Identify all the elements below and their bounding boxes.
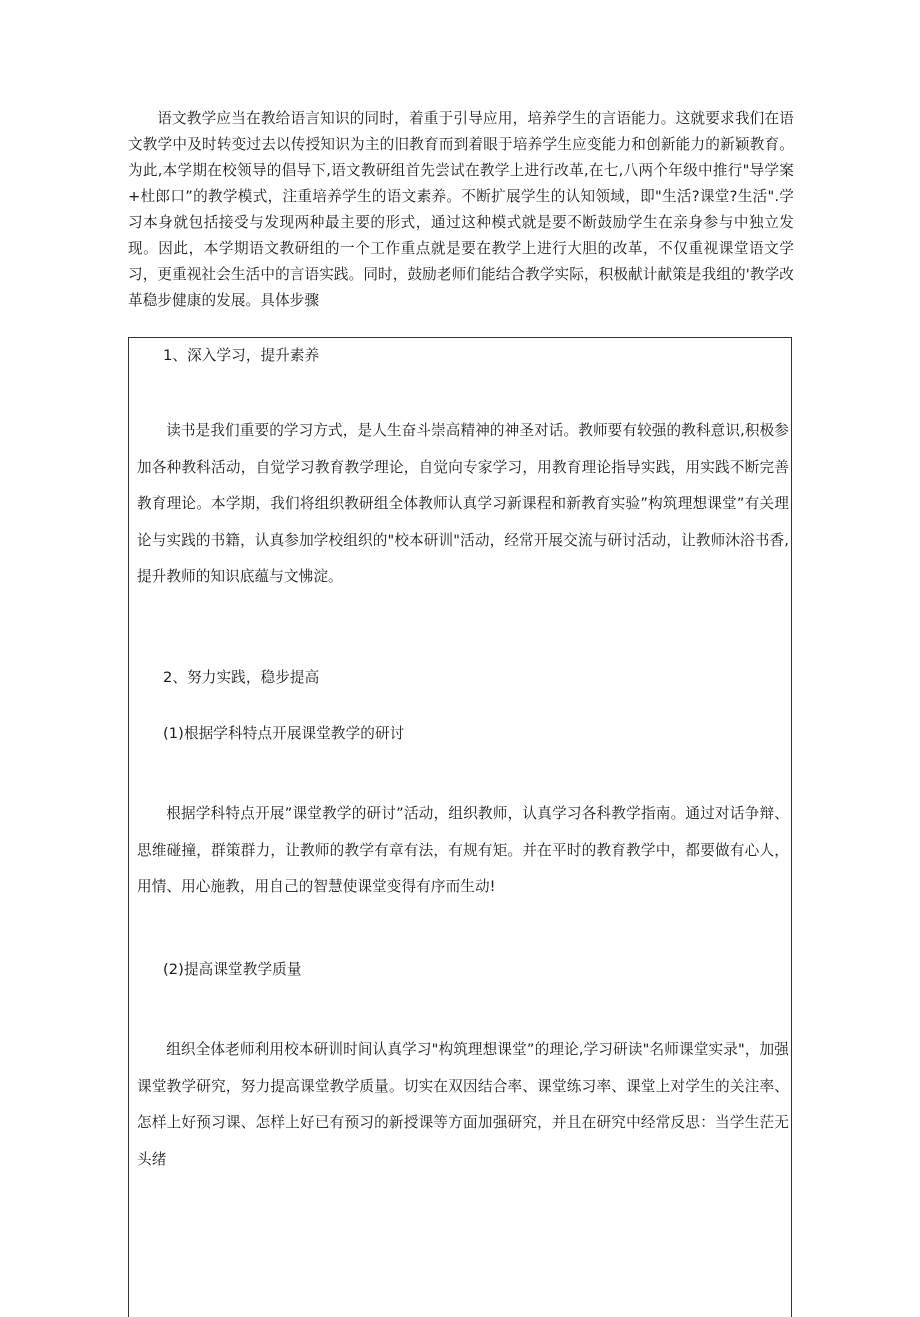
content-box	[128, 337, 792, 1317]
section-2-2-heading: (2)提高课堂教学质量	[163, 961, 302, 978]
section-2-1-heading: (1)根据学科特点开展课堂教学的研讨	[163, 725, 405, 742]
section-1-paragraph: 读书是我们重要的学习方式，是人生奋斗崇高精神的神圣对话。教师要有较强的教科意识,积极参加各种教科活动，自觉学习教育教学理论，自觉向专家学习，用教育理论指导实践，用实践不断完善教育理论。本学期，我们将组织教研组全体教师认真学习新课程和新教育实验”构筑理想课堂”有关理论与实践的书籍，认真参加学校组织的"校本研训"活动，经常开展交流与研讨活动，让教师沐浴书香,提升教师的知识底蕴与文怫淀。	[137, 422, 789, 585]
section-2-heading: 2、努力实践，稳步提高	[163, 669, 320, 686]
section-2-2-paragraph: 组织全体老师利用校本研训时间认真学习"构筑理想课堂”的理论,学习研读"名师课堂实录"，加强课堂教学研究，努力提高课堂教学质量。切实在双因结合率、课堂练习率、课堂上对学生的关注率、怎样上好预习课、怎样上好已有预习的新授课等方面加强研究，并且在研究中经常反思：当学生茫无头绪	[137, 1041, 789, 1168]
section-2-1-paragraph: 根据学科特点开展”课堂教学的研讨”活动，组织教师，认真学习各科教学指南。通过对话争辩、思维碰撞，群策群力，让教师的教学有章有法，有规有矩。并在平时的教育教学中，都要做有心人，用情、用心施教，用自己的智慧使课堂变得有序而生动!	[137, 805, 789, 895]
intro-paragraph: 语文教学应当在教给语言知识的同时，着重于引导应用，培养学生的言语能力。这就要求我们在语文教学中及时转变过去以传授知识为主的旧教育而到着眼于培养学生应变能力和创新能力的新颖教育。为此,本学期在校领导的倡导下,语文教研组首先尝试在教学上进行改革,在七,八两个年级中推行"导学案+杜郎口”的教学模式，注重培养学生的语文素养。不断扩展学生的认知领域，即"生活?课堂?生活".学习本身就包括接受与发现两种最主要的形式，通过这种模式就是要不断鼓励学生在亲身参与中独立发现。因此，本学期语文教研组的一个工作重点就是要在教学上进行大胆的改革，不仅重视课堂语文学习，更重视社会生活中的言语实践。同时，鼓励老师们能结合教学实际，积极献计献策是我组的'教学改革稳步健康的发展。具体步骤	[128, 110, 794, 309]
section-1-heading: 1、深入学习，提升素养	[163, 347, 320, 364]
